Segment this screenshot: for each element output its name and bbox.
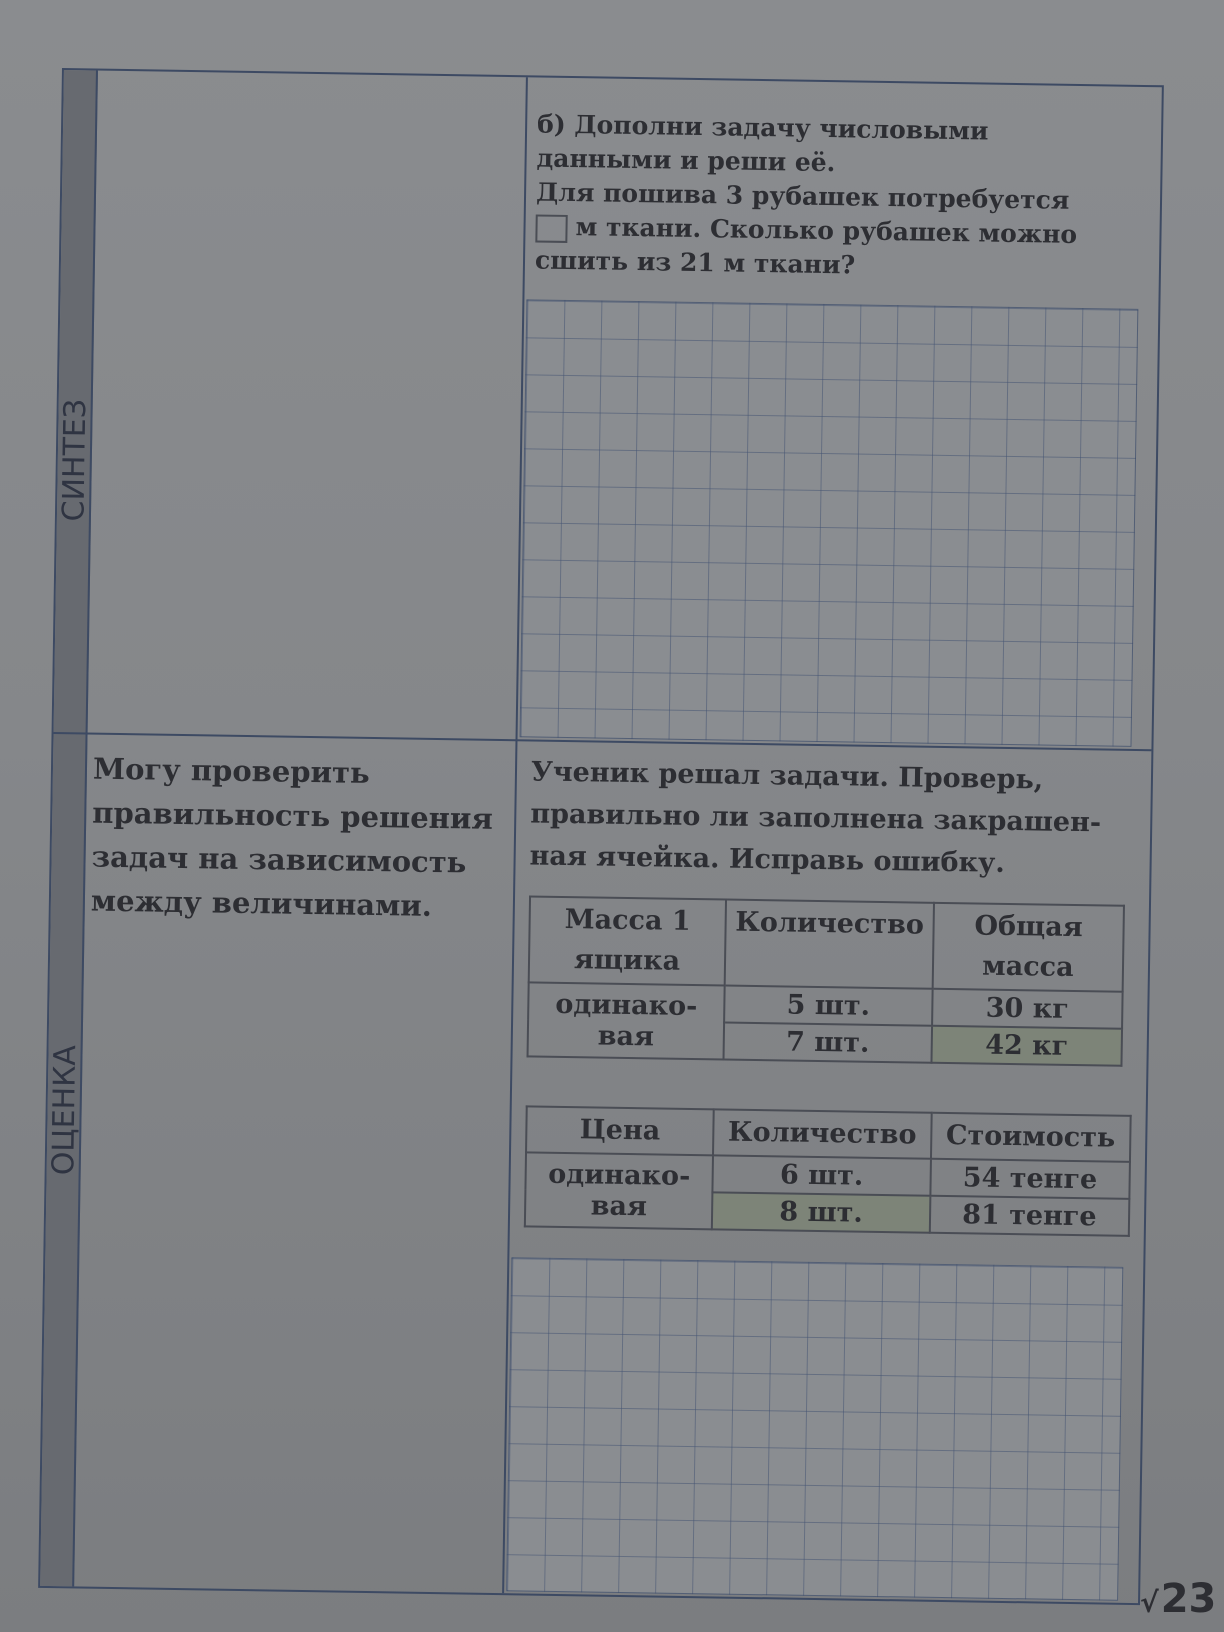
task-c-text bbox=[529, 751, 1121, 886]
page-number-value: 23 bbox=[1160, 1576, 1217, 1622]
cost-cell: 81 тенге bbox=[929, 1196, 1129, 1236]
merged-same-cell: одинако-вая bbox=[528, 982, 725, 1059]
table-header-row bbox=[529, 896, 1124, 991]
header-price: Цена bbox=[526, 1106, 714, 1155]
shaded-cell[interactable]: 8 шт. bbox=[712, 1192, 930, 1232]
quantity-cell: 5 шт. bbox=[724, 986, 932, 1026]
page-number bbox=[1140, 1576, 1216, 1622]
grid-workspace-bottom[interactable] bbox=[506, 1257, 1123, 1601]
skill-description: Могу проверить правильность решения задач на зависимость между величинами. bbox=[90, 751, 494, 923]
task-b-line-2: данными и реши её. bbox=[536, 143, 836, 178]
header-total-mass: Общая масса bbox=[933, 903, 1124, 992]
worksheet-table bbox=[38, 68, 1164, 1605]
task-b-line-4-text: м ткани. Сколько рубашек можно bbox=[575, 212, 1078, 249]
task-c-line-1: Ученик решал задачи. Проверь, bbox=[530, 756, 1044, 796]
header-quantity: Количество bbox=[713, 1109, 931, 1158]
task-c-line-2: правильно ли заполнена закрашен- bbox=[530, 798, 1102, 839]
table-row bbox=[528, 982, 1123, 1028]
shaded-cell[interactable]: 42 кг bbox=[931, 1026, 1122, 1066]
mass-table bbox=[527, 895, 1125, 1066]
cost-cell: 54 тенге bbox=[930, 1159, 1130, 1199]
header-mass: Масса 1 ящика bbox=[529, 896, 726, 985]
quantity-cell: 7 шт. bbox=[724, 1023, 932, 1063]
cost-table bbox=[524, 1105, 1132, 1237]
task-b-text bbox=[535, 107, 1138, 286]
header-cost: Стоимость bbox=[931, 1113, 1131, 1162]
task-b-line-3: Для пошива 3 рубашек потребуется bbox=[535, 177, 1070, 215]
grid-workspace-top[interactable] bbox=[520, 299, 1139, 747]
task-b-line-1: б) Дополни задачу числовыми bbox=[536, 109, 989, 146]
check-icon: √ bbox=[1140, 1586, 1159, 1619]
evaluation-label: ОЦЕНКА bbox=[46, 1044, 84, 1176]
task-b-line-5: сшить из 21 м ткани? bbox=[534, 245, 856, 280]
task-c-line-3: ная ячейка. Исправь ошибку. bbox=[529, 840, 1005, 879]
synthesis-label: СИНТЕЗ bbox=[56, 398, 94, 522]
blank-answer-box[interactable] bbox=[535, 214, 567, 242]
total-mass-cell: 30 кг bbox=[932, 989, 1123, 1029]
quantity-cell: 6 шт. bbox=[713, 1155, 931, 1195]
merged-same-cell: одинако-вая bbox=[525, 1152, 713, 1229]
label-column bbox=[40, 70, 98, 1586]
header-quantity: Количество bbox=[725, 900, 934, 989]
